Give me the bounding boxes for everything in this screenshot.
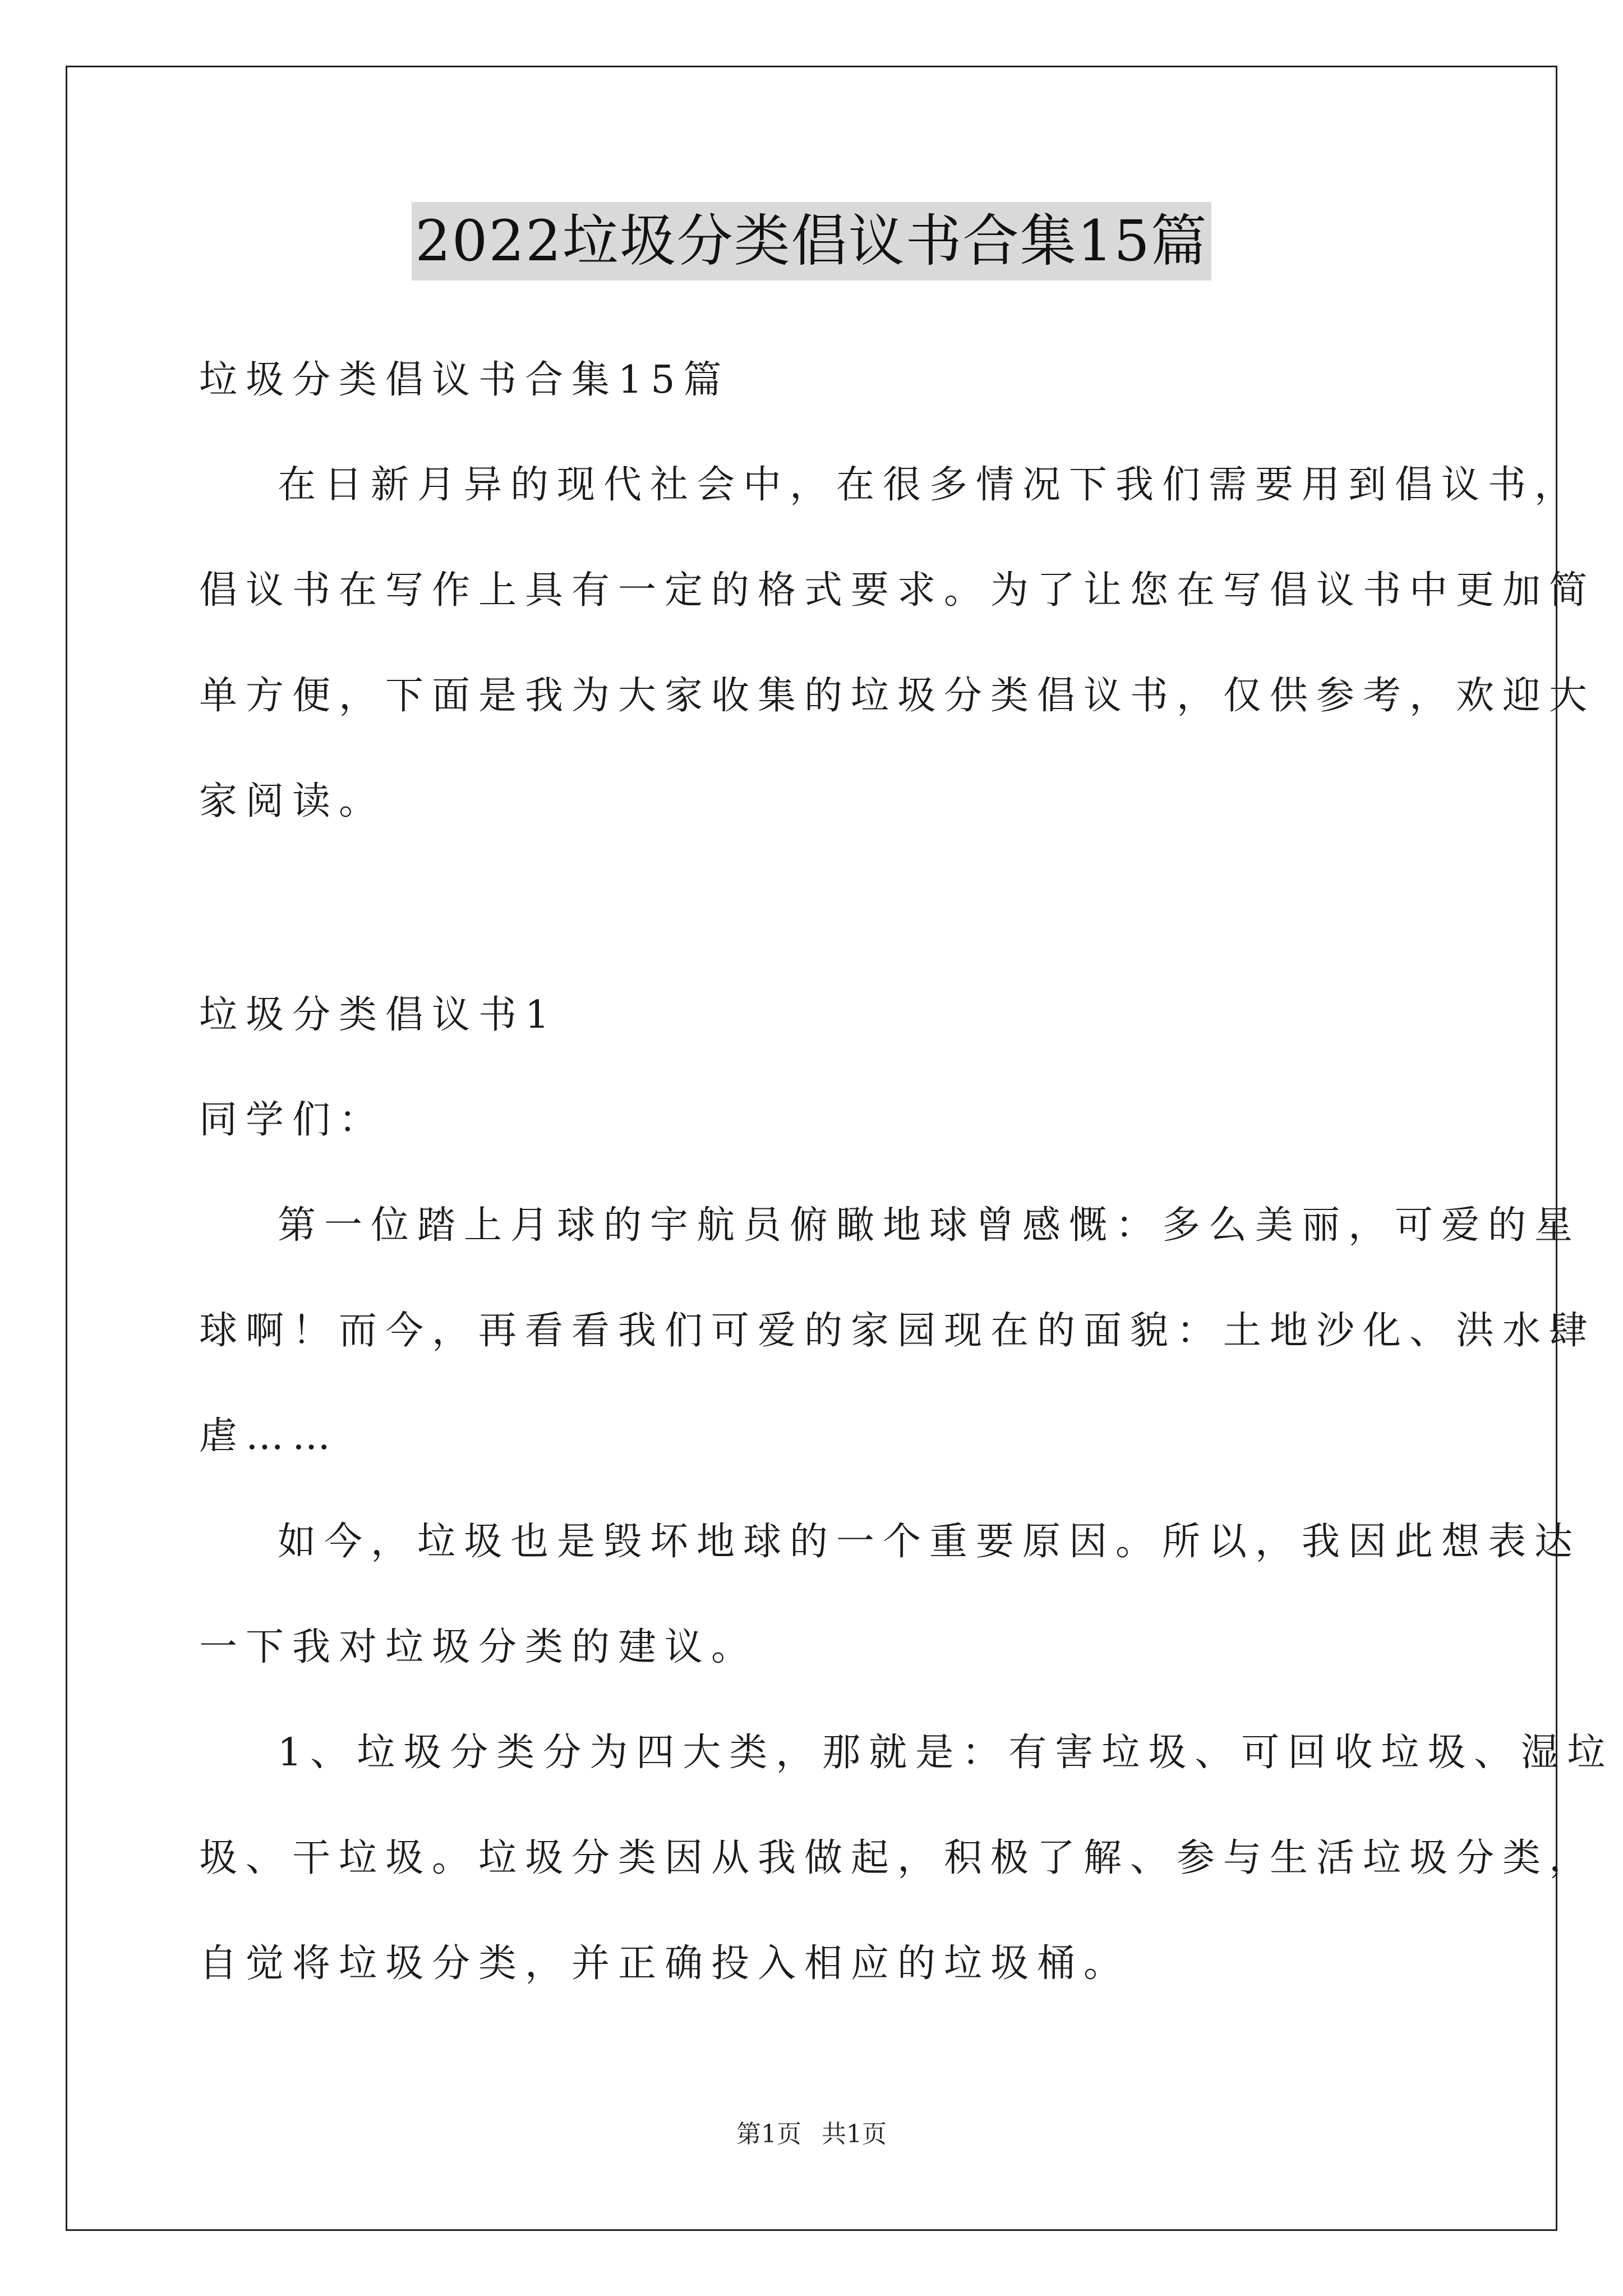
intro-line: 单方便，下面是我为大家收集的垃圾分类倡议书，仅供参考，欢迎大 (199, 674, 1596, 718)
page-number-current: 第1页 (736, 2120, 801, 2148)
salutation: 同学们： (199, 1098, 386, 1142)
document-subtitle: 垃圾分类倡议书合集15篇 (199, 358, 730, 402)
page-number-total: 共1页 (822, 2120, 887, 2148)
intro-line: 倡议书在写作上具有一定的格式要求。为了让您在写倡议书中更加简 (199, 568, 1596, 613)
paragraph-line: 自觉将垃圾分类，并正确投入相应的垃圾桶。 (199, 1941, 1131, 1986)
title-container (0, 202, 1623, 280)
paragraph-line: 一下我对垃圾分类的建议。 (199, 1625, 758, 1669)
intro-line: 家阅读。 (199, 779, 386, 823)
paragraph-line: 1、垃圾分类分为四大类，那就是：有害垃圾、可回收垃圾、湿垃 (278, 1731, 1614, 1775)
paragraph-line: 如今，垃圾也是毁坏地球的一个重要原因。所以，我因此想表达 (278, 1520, 1581, 1564)
document-title: 2022垃圾分类倡议书合集15篇 (412, 202, 1211, 280)
paragraph-line: 球啊！而今，再看看我们可爱的家园现在的面貌：土地沙化、洪水肆 (199, 1309, 1596, 1353)
paragraph-line: 第一位踏上月球的宇航员俯瞰地球曾感慨：多么美丽，可爱的星 (278, 1203, 1581, 1248)
section-heading: 垃圾分类倡议书1 (199, 993, 558, 1037)
intro-line: 在日新月异的现代社会中，在很多情况下我们需要用到倡议书， (278, 463, 1581, 507)
page-footer (0, 2118, 1623, 2151)
paragraph-line: 虐…… (199, 1414, 339, 1458)
paragraph-line: 圾、干垃圾。垃圾分类因从我做起，积极了解、参与生活垃圾分类， (199, 1836, 1596, 1880)
